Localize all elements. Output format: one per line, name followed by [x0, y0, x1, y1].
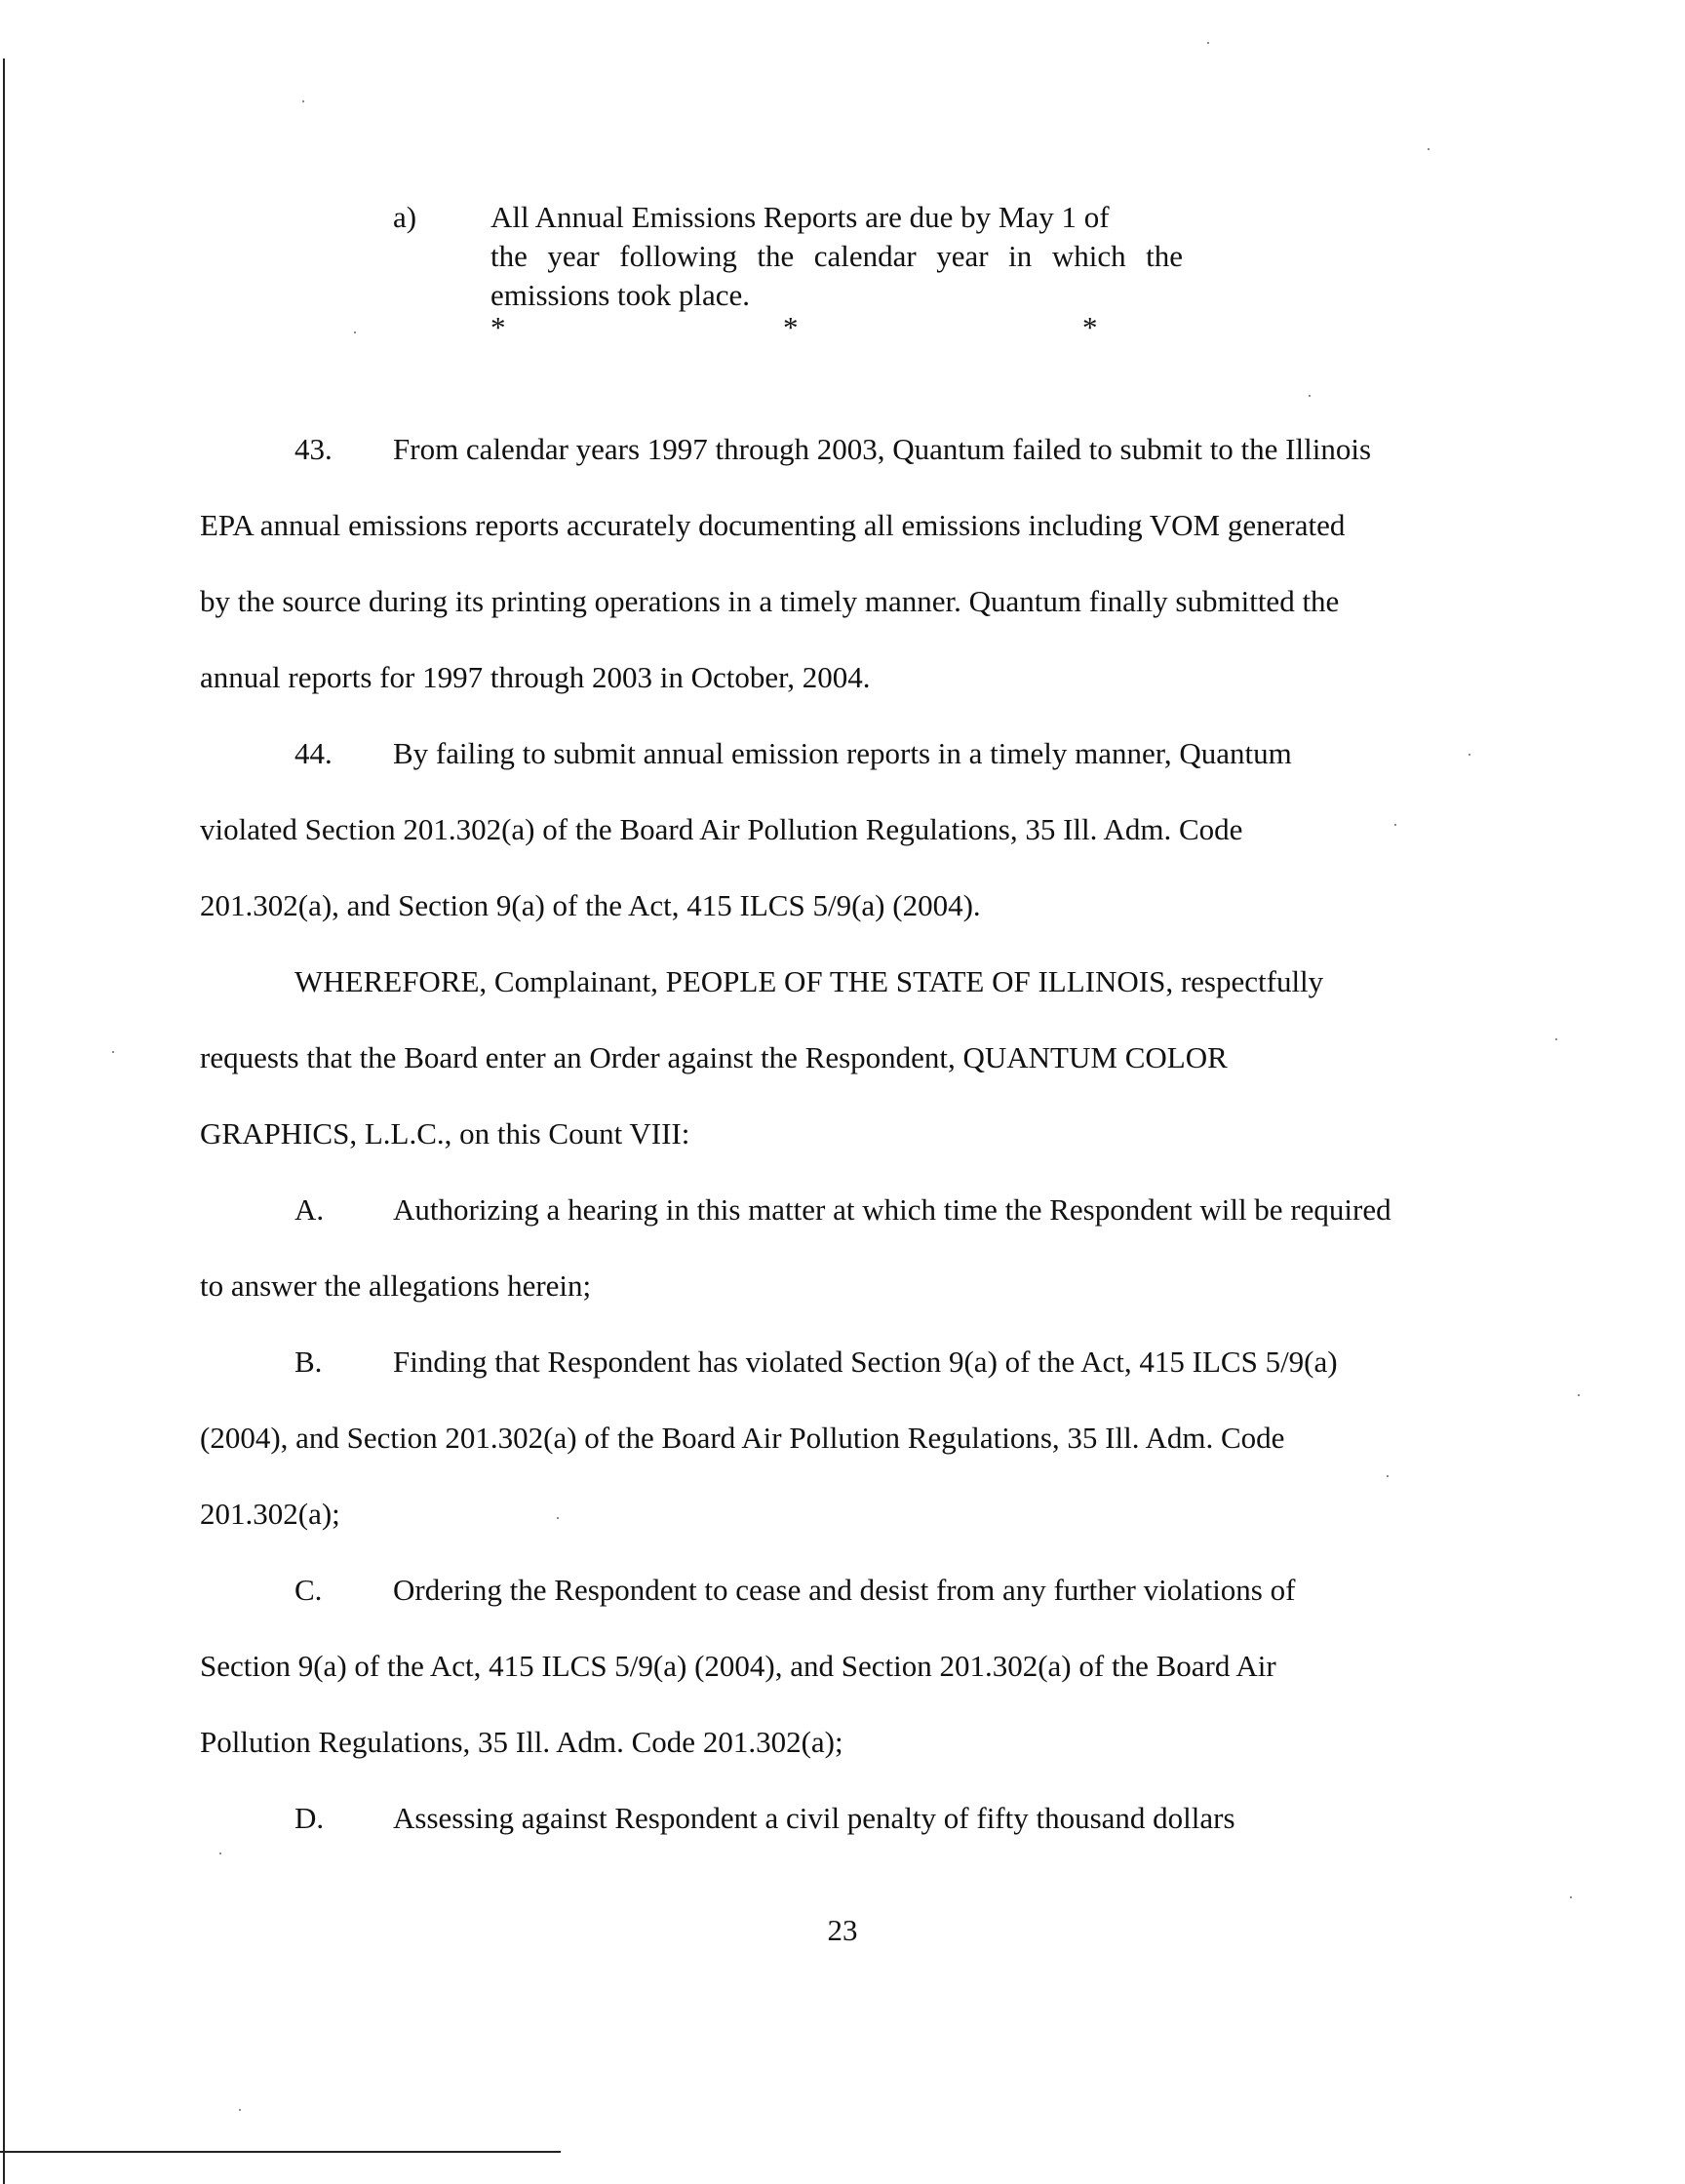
- scan-speck: [1428, 148, 1430, 150]
- wherefore-line: requests that the Board enter an Order against the Respondent, QUANTUM COLOR: [200, 1040, 1228, 1074]
- scan-speck: [1387, 1475, 1389, 1477]
- relief-item-line: (2004), and Section 201.302(a) of the Board Air Pollution Regulations, 35 Ill. Adm. Code: [200, 1421, 1285, 1455]
- paragraph-43-line: annual reports for 1997 through 2003 in October, 2004.: [200, 660, 871, 694]
- paragraph-43-line: EPA annual emissions reports accurately documenting all emissions including VOM generated: [200, 508, 1346, 542]
- left-margin-rule: [3, 58, 5, 2184]
- paragraph-43-line: by the source during its printing operations in a timely manner. Quantum finally submitted the: [200, 584, 1340, 618]
- section-separator-asterisk: *: [490, 310, 506, 344]
- paragraph-44-line: 201.302(a), and Section 9(a) of the Act, 415 ILCS 5/9(a) (2004).: [200, 888, 981, 922]
- scan-speck: [1469, 754, 1470, 756]
- wherefore-line: GRAPHICS, L.L.C., on this Count VIII:: [200, 1116, 690, 1150]
- scan-speck: [1394, 824, 1396, 826]
- relief-item-line: Ordering the Respondent to cease and desist from any further violations of: [393, 1573, 1296, 1607]
- relief-item-line: Assessing against Respondent a civil penalty of fifty thousand dollars: [393, 1801, 1235, 1835]
- relief-item-line: Pollution Regulations, 35 Ill. Adm. Code 201.302(a);: [200, 1725, 843, 1759]
- relief-letter: D.: [294, 1801, 325, 1835]
- paragraph-44-line: violated Section 201.302(a) of the Board Air Pollution Regulations, 35 Ill. Adm. Code: [200, 812, 1243, 846]
- scan-speck: [112, 1051, 114, 1053]
- scan-speck: [302, 100, 304, 102]
- scan-speck: [1309, 395, 1311, 397]
- scan-speck: [1555, 1038, 1557, 1040]
- quoted-rule-line: [490, 198, 1183, 237]
- relief-letter: A.: [294, 1192, 325, 1227]
- page-number: 23: [827, 1913, 858, 1947]
- relief-item-line: to answer the allegations herein;: [200, 1268, 592, 1303]
- quoted-rule-line: the year following the calendar year in which the: [490, 239, 1183, 273]
- quoted-rule-text: All Annual Emissions Reports are due by May 1 of: [490, 200, 1110, 234]
- paragraph-44-line: By failing to submit annual emission reports in a timely manner, Quantum: [393, 736, 1292, 770]
- quoted-rule-line: emissions took place.: [490, 278, 751, 312]
- paragraph-number: 43.: [294, 432, 333, 466]
- paragraph-43-line: From calendar years 1997 through 2003, Quantum failed to submit to the Illinois: [393, 432, 1372, 466]
- scan-speck: [239, 2109, 241, 2111]
- wherefore-line: WHEREFORE, Complainant, PEOPLE OF THE STATE OF ILLINOIS, respectfully: [294, 964, 1324, 998]
- scan-speck: [557, 1517, 559, 1519]
- scan-speck: [1207, 42, 1209, 44]
- quoted-rule-label: a): [393, 200, 417, 234]
- section-separator-asterisk: *: [783, 310, 799, 344]
- scan-speck: [1570, 1896, 1572, 1898]
- scan-speck: [1578, 1394, 1580, 1396]
- relief-item-line: Finding that Respondent has violated Section 9(a) of the Act, 415 ILCS 5/9(a): [393, 1345, 1338, 1379]
- section-separator-asterisk: *: [1082, 310, 1098, 344]
- scan-speck: [219, 1852, 221, 1854]
- scan-speck: [354, 332, 356, 333]
- relief-letter: C.: [294, 1573, 323, 1607]
- relief-letter: B.: [294, 1345, 323, 1379]
- relief-item-line: Authorizing a hearing in this matter at which time the Respondent will be required: [393, 1192, 1391, 1227]
- paragraph-number: 44.: [294, 736, 333, 770]
- relief-item-line: 201.302(a);: [200, 1497, 340, 1531]
- relief-item-line: Section 9(a) of the Act, 415 ILCS 5/9(a) (2004), and Section 201.302(a) of the Board Air: [200, 1649, 1276, 1683]
